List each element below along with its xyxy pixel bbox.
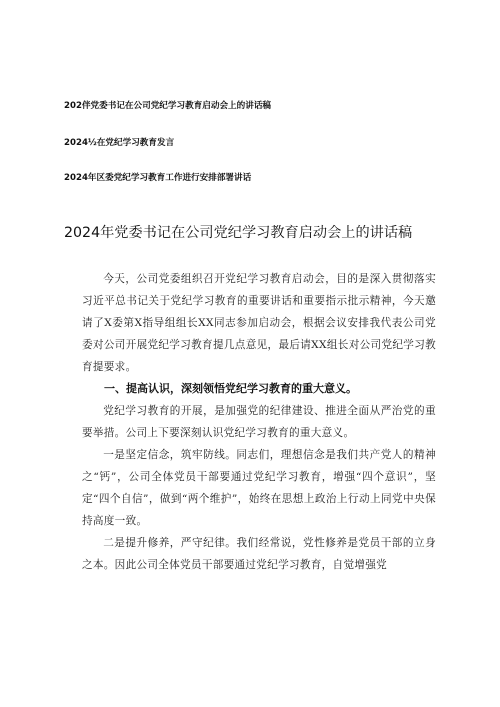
paragraph: 二是提升修养，严守纪律。我们经常说，党性修养是党员干部的立身之本。因此公司全体党员干部要通过党纪学习教育，自觉增强党 [82, 537, 436, 571]
paragraph: 一是坚定信念，筑牢防线。同志们，理想信念是我们共产党人的精神之“钙”，公司全体党员干部要通过党纪学习教育，增强“四个意识”，坚定“四个自信”，做到“两个维护”，始终在思想上政治上行动上同党中央保持高度一致。 [82, 449, 436, 527]
toc-item[interactable]: 2024½在党纪学习教育发言 [64, 138, 175, 148]
toc-item[interactable]: 202伴党委书记在公司党纪学习教育启动会上的讲话稿 [64, 101, 272, 111]
paragraph: 党纪学习教育的开展，是加强党的纪律建设、推进全面从严治党的重要举措。公司上下要深刻认识党纪学习教育的重大意义。 [82, 405, 436, 439]
section-heading: 一、提高认识，深刻领悟党纪学习教育的重大意义。 [104, 382, 357, 395]
toc-item[interactable]: 2024年区委党纪学习教育工作进行安排部署讲话 [64, 173, 252, 183]
document-title: 2024年党委书记在公司党纪学习教育启动会上的讲话稿 [64, 225, 413, 241]
document-body [82, 268, 436, 576]
paragraph-opening: 今天，公司党委组织召开党纪学习教育启动会，目的是深入贯彻落实习近平总书记关于党纪学习教育的重要讲话和重要指示批示精神，今天邀请了X委第X指导组组长XX同志参加启动会，根据会议安排我代表公司党委对公司开展党纪学习教育提几点意见，最后请XX组长对公司党纪学习教育提要求。 [82, 273, 436, 373]
